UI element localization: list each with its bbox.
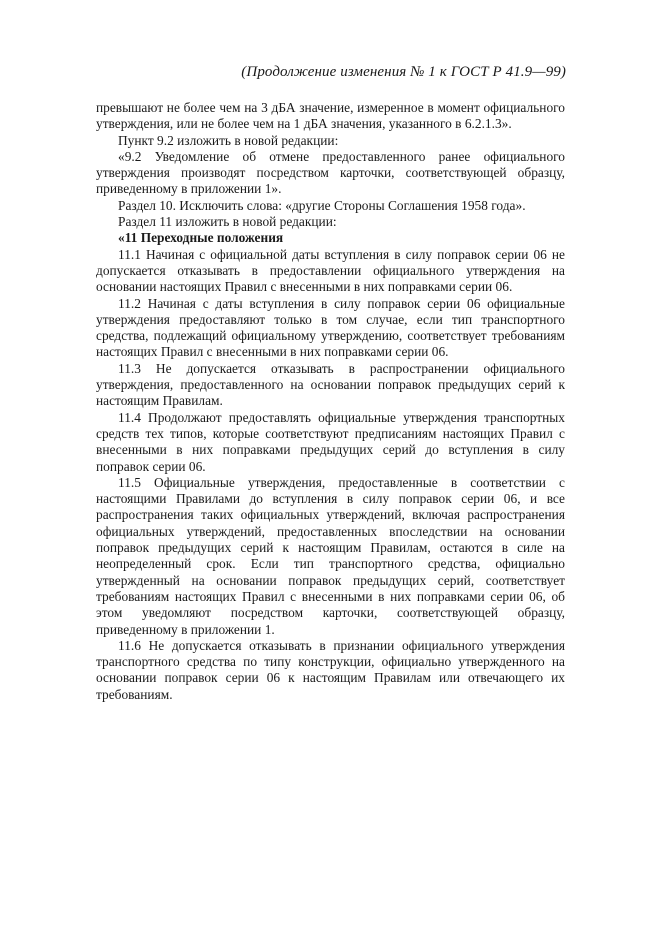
- paragraph-section-10: Раздел 10. Исключить слова: «другие Стороны Соглашения 1958 года».: [118, 197, 526, 213]
- paragraph-11-1: 11.1 Начиная с официальной даты вступления в силу поправок серии 06 не допускается отказывать в предоставлении официального утверждения на основании настоящих Правил с внесенными в них поправками серии 06.: [96, 246, 565, 295]
- page-header: (Продолжение изменения № 1 к ГОСТ Р 41.9—99): [241, 64, 566, 80]
- paragraph-9-2: «9.2 Уведомление об отмене предоставленного ранее официального утверждения производят посредством карточки, соответствующей образцу, приведенному в приложении 1».: [96, 148, 565, 197]
- paragraph-continuation: превышают не более чем на 3 дБА значение, измеренное в момент официального утверждения, или не более чем на 1 дБА значения, указанного в 6.2.1.3».: [96, 100, 565, 132]
- section-11-heading: «11 Переходные положения: [118, 230, 284, 246]
- document-body: [96, 100, 565, 703]
- paragraph-11-6: 11.6 Не допускается отказывать в признании официального утверждения транспортного средства по типу конструкции, официально утвержденного на основании поправок серии 06 к настоящим Правилам или отвечающего их требованиям.: [96, 637, 565, 702]
- paragraph-11-5: 11.5 Официальные утверждения, предоставленные в соответствии с настоящими Правилами до вступления в силу поправок серии 06, и все распространения таких официальных утверждений, включая распространения официальных утверждений, предоставленных впоследствии на основании поправок предыдущих серий к настоящим Правилам, остаются в силе на неопределенный срок. Если тип транспортного средства, официально утвержденный на основании поправок предыдущих серий, соответствует требованиям настоящих Правил с внесенными в них поправками серии 06, об этом уведомляют посредством карточки, соответствующей образцу, приведенному в приложении 1.: [96, 474, 565, 637]
- paragraph-section-11-intro: Раздел 11 изложить в новой редакции:: [118, 214, 337, 230]
- paragraph-11-3: 11.3 Не допускается отказывать в распространении официального утверждения, предоставленного на основании поправок предыдущих серий к настоящим Правилам.: [96, 360, 565, 409]
- paragraph-11-4: 11.4 Продолжают предоставлять официальные утверждения транспортных средств тех типов, которые соответствуют предписаниям настоящих Правил с внесенными в них поправками предыдущих серий до вступления в силу поправок серии 06.: [96, 409, 565, 474]
- paragraph-11-2: 11.2 Начиная с даты вступления в силу поправок серии 06 официальные утверждения предоставляют только в том случае, если тип транспортного средства, подлежащий официальному утверждению, соответствует требованиям настоящих Правил с внесенными в них поправками серии 06.: [96, 295, 565, 360]
- paragraph-item-9-2-intro: Пункт 9.2 изложить в новой редакции:: [118, 132, 339, 148]
